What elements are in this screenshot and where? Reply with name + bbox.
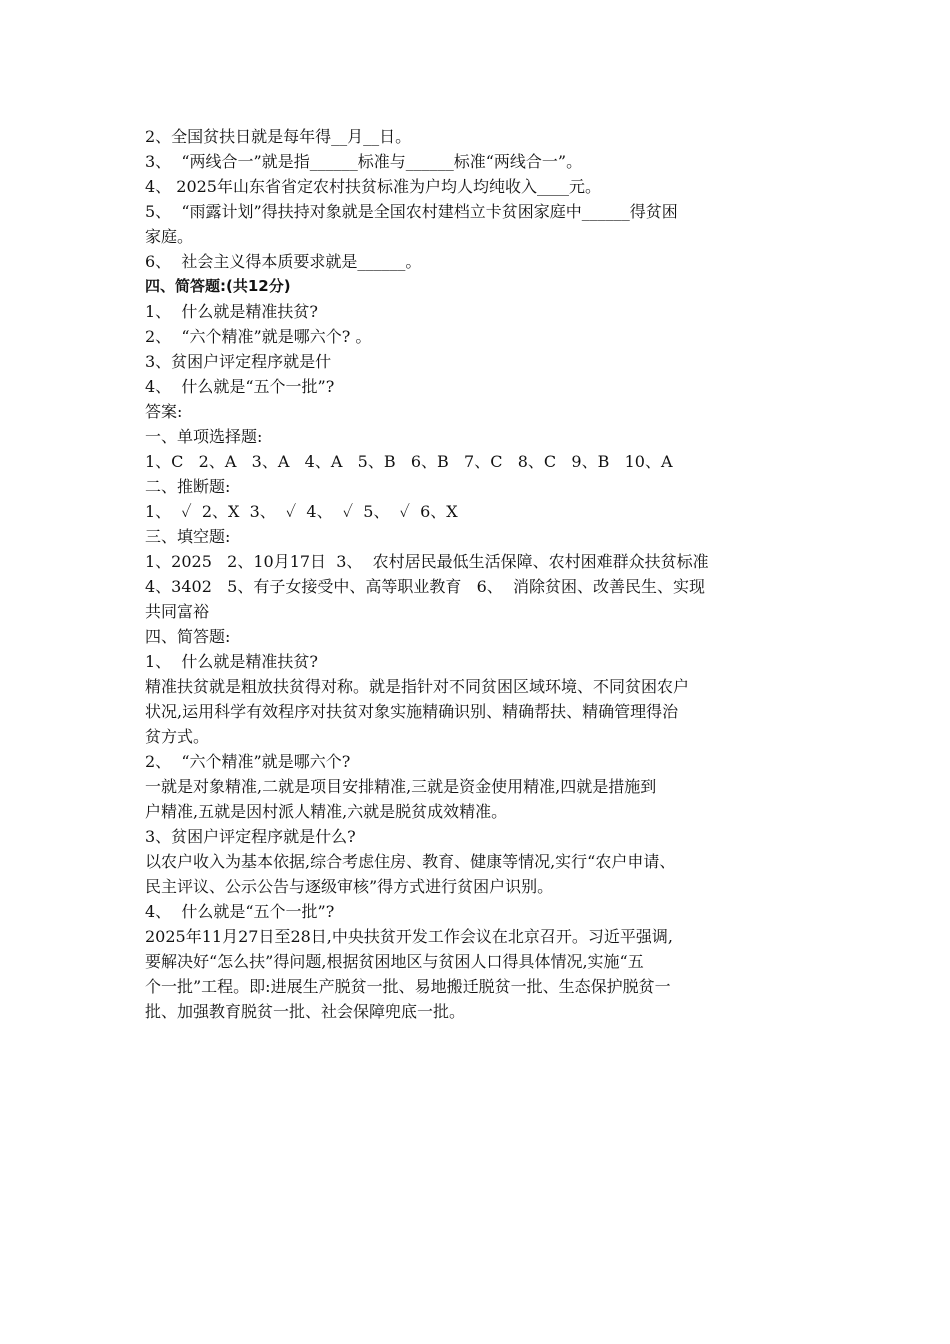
answers-section-4-answer-1-line-3: 贫方式。	[145, 727, 210, 746]
answers-section-4-answer-2-line-2: 户精准,五就是因村派人精准,六就是脱贫成效精准。	[145, 802, 508, 821]
short-answer-question-2: 2、 “六个精准”就是哪六个? 。	[145, 327, 372, 346]
answers-heading: 答案:	[145, 402, 183, 421]
answers-section-4-answer-3-line-1: 以农户收入为基本依据,综合考虑住房、教育、健康等情况,实行“农户申请、	[145, 852, 676, 871]
answers-section-3-line-2: 4、3402 5、有子女接受中、高等职业教育 6、 消除贫困、改善民生、实现	[145, 577, 705, 596]
answers-section-2-list: 1、 ✓ 2、X 3、 ✓ 4、 ✓ 5、 ✓ 6、X	[145, 502, 458, 521]
answers-section-2-heading: 二、推断题:	[145, 477, 231, 496]
answers-section-1-heading: 一、单项选择题:	[145, 427, 263, 446]
fill-blank-question-5-line-1: 5、 “雨露计划”得扶持对象就是全国农村建档立卡贫困家庭中______得贫困	[145, 202, 678, 221]
answers-section-4-question-4: 4、 什么就是“五个一批”?	[145, 902, 335, 921]
answers-section-4-answer-4-line-3: 个一批”工程。即:进展生产脱贫一批、易地搬迁脱贫一批、生态保护脱贫一	[145, 977, 671, 996]
answers-section-3-line-1: 1、2025 2、10月17日 3、 农村居民最低生活保障、农村困难群众扶贫标准	[145, 552, 709, 571]
answers-section-3-line-3: 共同富裕	[145, 602, 210, 621]
answers-section-4-answer-4-line-2: 要解决好“怎么扶”得问题,根据贫困地区与贫困人口得具体情况,实施“五	[145, 952, 644, 971]
short-answer-heading: 四、简答题:(共12分)	[145, 277, 291, 295]
answers-section-4-question-3: 3、贫困户评定程序就是什么?	[145, 827, 356, 846]
answers-section-4-answer-3-line-2: 民主评议、公示公告与逐级审核”得方式进行贫困户识别。	[145, 877, 554, 896]
answers-section-4-answer-1-line-2: 状况,运用科学有效程序对扶贫对象实施精确识别、精确帮扶、精确管理得治	[145, 702, 679, 721]
fill-blank-question-5-line-2: 家庭。	[145, 227, 194, 246]
answers-section-4-question-1: 1、 什么就是精准扶贫?	[145, 652, 318, 671]
answers-section-4-answer-4-line-4: 批、加强教育脱贫一批、社会保障兜底一批。	[145, 1002, 466, 1021]
short-answer-question-4: 4、 什么就是“五个一批”?	[145, 377, 335, 396]
answers-section-4-answer-4-line-1: 2025年11月27日至28日,中央扶贫开发工作会议在北京召开。习近平强调,	[145, 927, 673, 946]
fill-blank-question-6: 6、 社会主义得本质要求就是______。	[145, 252, 422, 271]
answers-section-4-answer-2-line-1: 一就是对象精准,二就是项目安排精准,三就是资金使用精准,四就是措施到	[145, 777, 657, 796]
answers-section-4-answer-1-line-1: 精准扶贫就是粗放扶贫得对称。就是指针对不同贫困区域环境、不同贫困农户	[145, 677, 690, 696]
answers-section-4-question-2: 2、 “六个精准”就是哪六个?	[145, 752, 351, 771]
answers-section-1-list: 1、C 2、A 3、A 4、A 5、B 6、B 7、C 8、C 9、B 10、A	[145, 452, 673, 471]
document-body	[145, 124, 815, 1024]
answers-section-4-heading: 四、简答题:	[145, 627, 231, 646]
fill-blank-question-2: 2、全国贫扶日就是每年得__月__日。	[145, 127, 412, 146]
short-answer-question-3: 3、贫困户评定程序就是什	[145, 352, 332, 371]
answers-section-3-heading: 三、填空题:	[145, 527, 231, 546]
short-answer-question-1: 1、 什么就是精准扶贫?	[145, 302, 318, 321]
fill-blank-question-3: 3、 “两线合一”就是指______标准与______标准“两线合一”。	[145, 152, 583, 171]
fill-blank-question-4: 4、 2025年山东省省定农村扶贫标准为户均人均纯收入____元。	[145, 177, 601, 196]
